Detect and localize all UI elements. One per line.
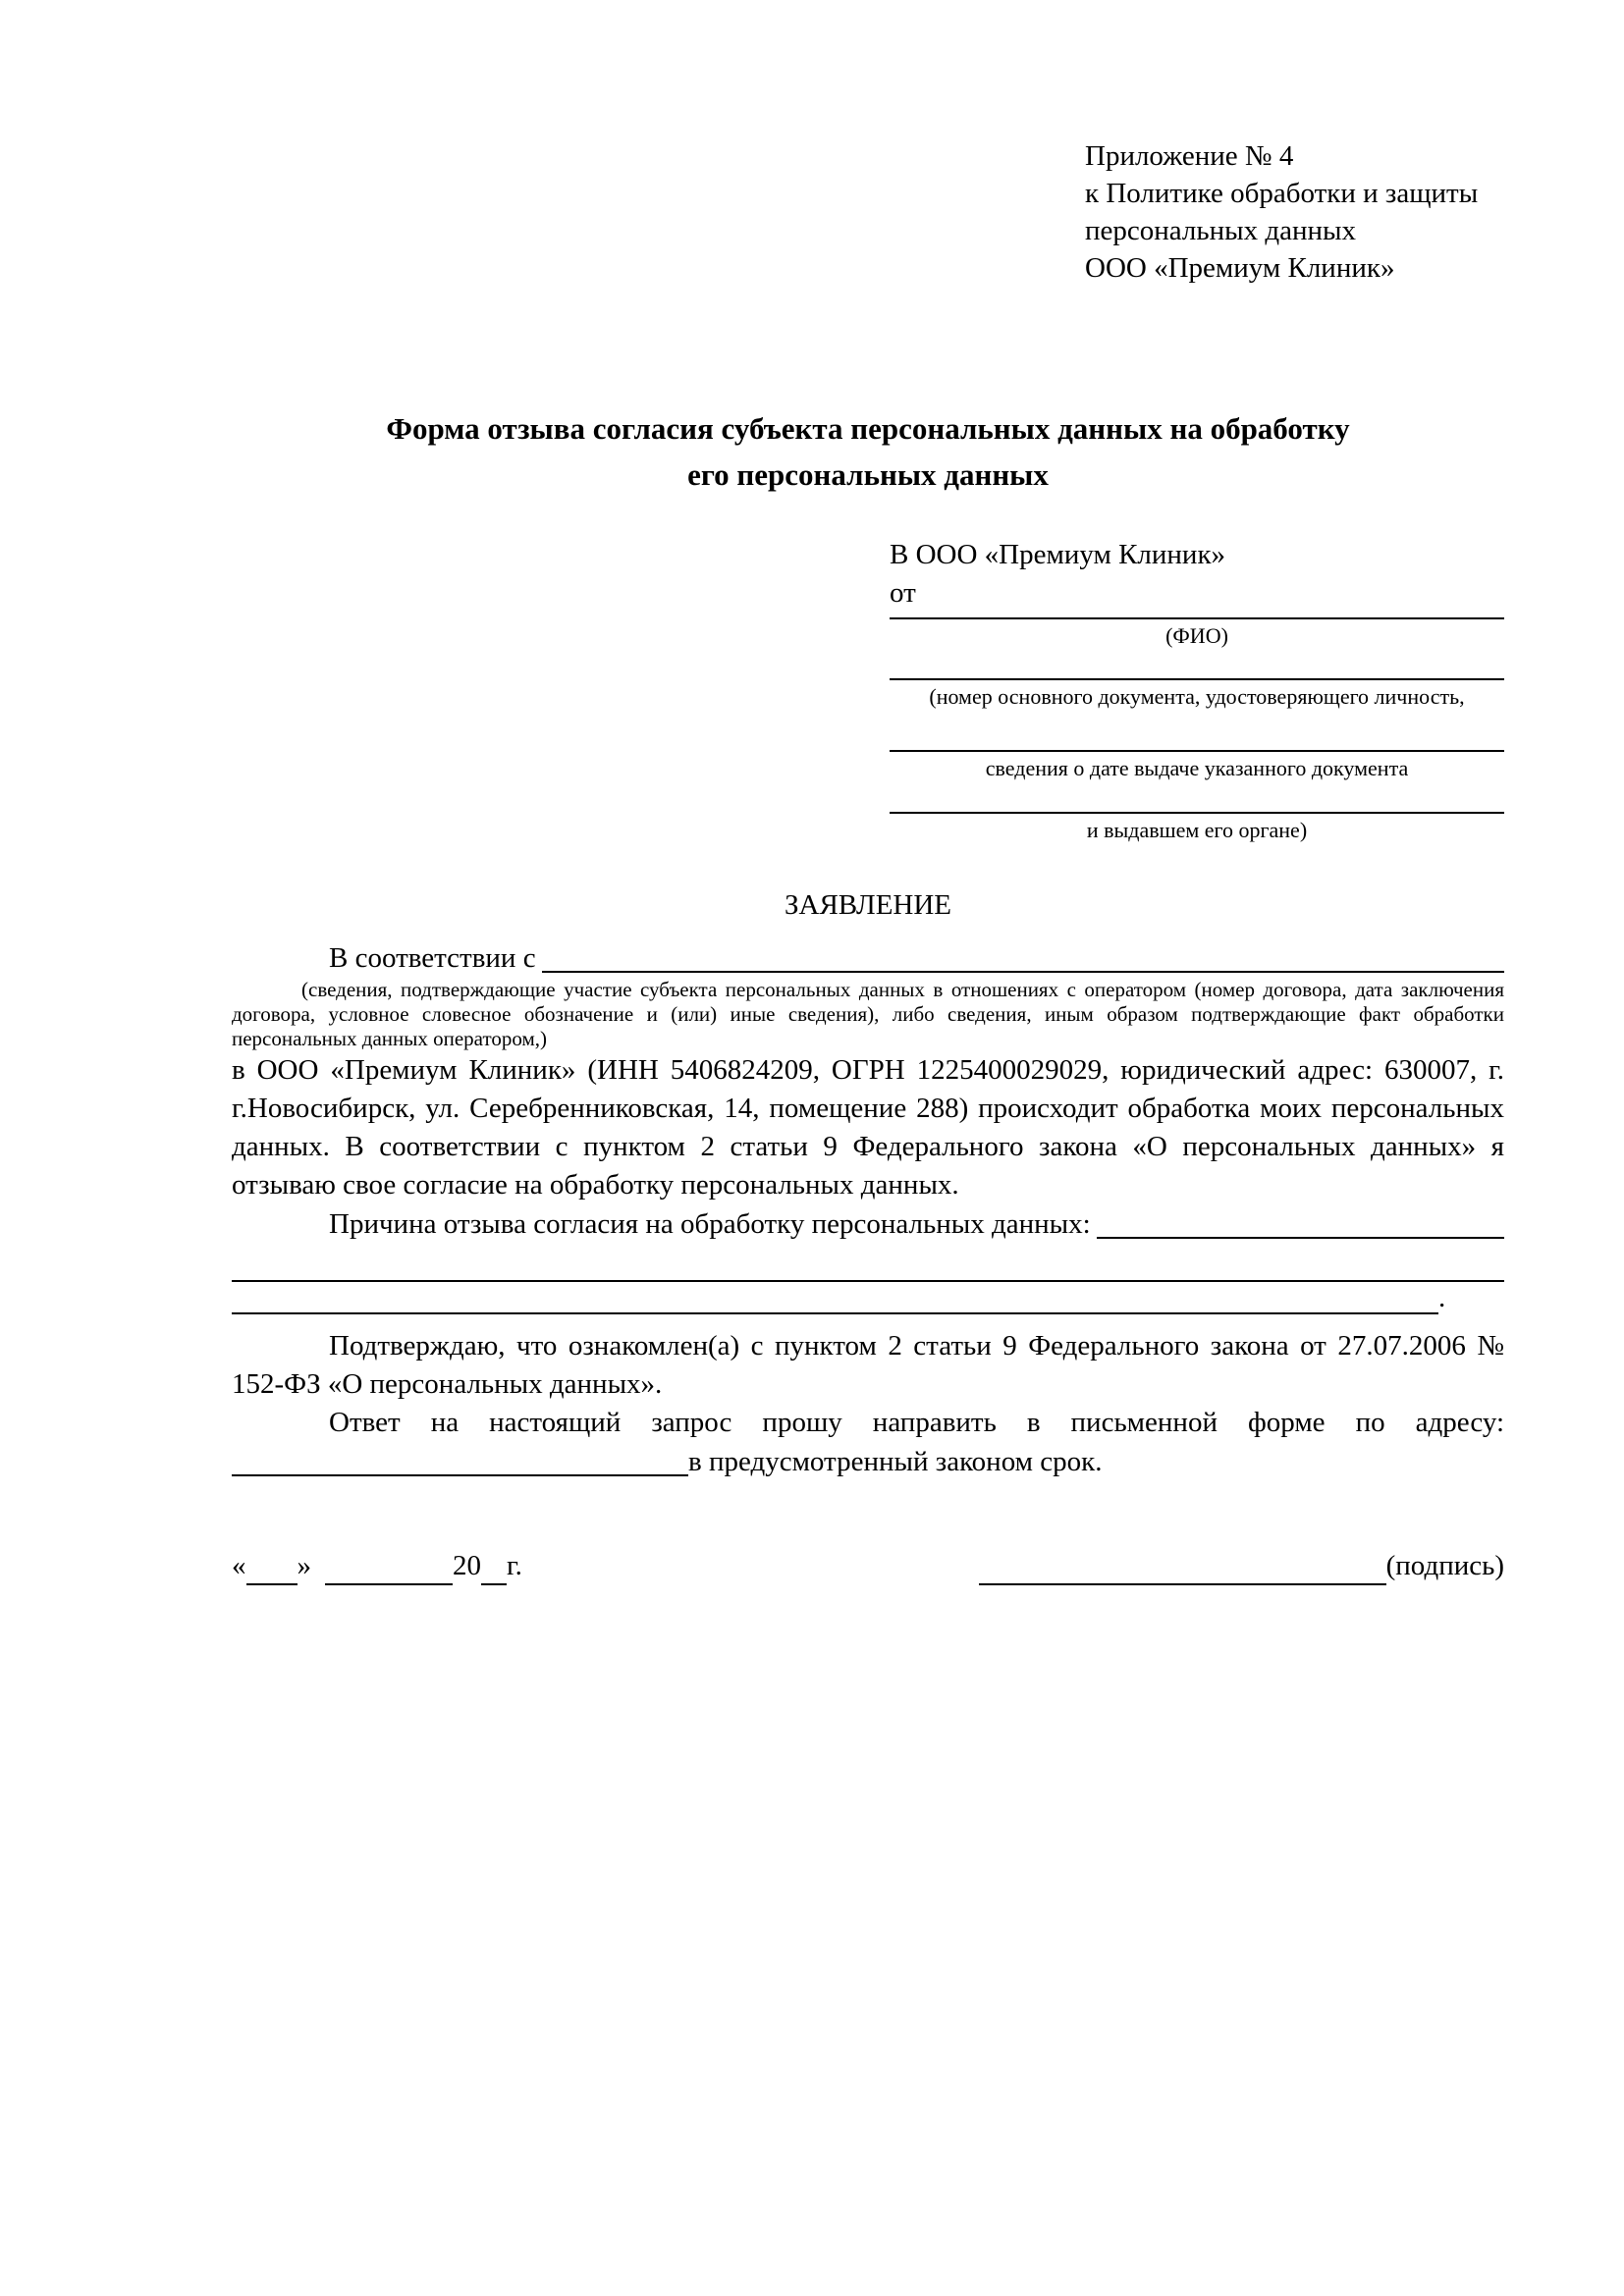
close-quote: » [297, 1550, 311, 1581]
reply-address-blank-line [232, 1442, 688, 1476]
document-title-line1: Форма отзыва согласия субъекта персональных данных на обработку [386, 411, 1350, 446]
appendix-line: ООО «Премиум Клиник» [1085, 252, 1395, 284]
year-prefix: 20 [453, 1550, 481, 1581]
appendix-line: персональных данных [1085, 215, 1357, 246]
intro-row [232, 938, 1504, 978]
year-blank-line [481, 1548, 507, 1585]
reason-row [232, 1204, 1504, 1244]
appendix-line: к Политике обработки и защиты [1085, 178, 1479, 209]
appendix-block [1085, 137, 1504, 287]
date-group [232, 1546, 522, 1585]
statement-heading: ЗАЯВЛЕНИЕ [784, 889, 952, 921]
day-blank-line [246, 1548, 298, 1585]
issue-date-blank-line [890, 710, 1504, 752]
fio-caption: (ФИО) [1165, 623, 1228, 648]
reason-continuation-line-1 [232, 1244, 1504, 1282]
fio-blank-line [890, 613, 1504, 619]
document-number-blank-line [890, 649, 1504, 680]
document-title-line2: его персональных данных [687, 457, 1049, 492]
issuing-authority-blank-line [890, 781, 1504, 814]
signature-blank-line [979, 1548, 1386, 1585]
issuing-authority-caption: и выдавшем его органе) [1086, 818, 1308, 842]
signature-row [232, 1546, 1504, 1585]
signature-group [979, 1546, 1504, 1585]
reason-label: Причина отзыва согласия на обработку персональных данных: [329, 1208, 1091, 1240]
addressee-block [890, 536, 1504, 843]
line-terminator: . [1438, 1282, 1446, 1313]
acknowledgement-paragraph: Подтверждаю, что ознакомлен(а) с пунктом 2 статьи 9 Федерального закона от 27.07.2006 № 152-ФЗ «О персональных данных». [232, 1330, 1504, 1400]
reply-address-row [232, 1442, 1504, 1481]
signature-caption: (подпись) [1385, 1550, 1504, 1581]
year-suffix: г. [507, 1550, 522, 1581]
addressee-from-label: от [890, 577, 916, 609]
appendix-line: Приложение № 4 [1085, 140, 1294, 172]
reason-blank-line [1097, 1204, 1504, 1239]
month-blank-line [325, 1548, 453, 1585]
document-title [232, 405, 1504, 498]
intro-note: (сведения, подтверждающие участие субъекта персональных данных в отношениях с оператором (номер договора, дата заключения договора, условное словесное обозначение и (или) иные сведения), либо сведения, иным образом подтверждающие факт обработки персональных данных оператором,) [232, 978, 1504, 1050]
reply-request-paragraph: Ответ на настоящий запрос прошу направить в письменной форме по адресу: [329, 1407, 1504, 1438]
intro-prefix: В соответствии с [329, 942, 536, 974]
reason-continuation-blank [232, 1282, 1438, 1314]
intro-blank-line [542, 938, 1504, 973]
document-content [232, 137, 1504, 1585]
addressee-to: В ООО «Премиум Клиник» [890, 539, 1226, 570]
reply-suffix: в предусмотренный законом срок. [688, 1446, 1103, 1477]
reason-continuation-line-2 [232, 1282, 1504, 1314]
statement-body: в ООО «Премиум Клиник» (ИНН 5406824209, ОГРН 1225400029029, юридический адрес: 630007, г. г.Новосибирск, ул. Серебренниковская, 14, помещение 288) происходит обработка моих персональных данных. В соответствии с пунктом 2 статьи 9 Федерального закона «О персональных данных» я отзываю свое согласие на обработку персональных данных. [232, 1054, 1504, 1201]
open-quote: « [232, 1550, 246, 1581]
issue-date-caption: сведения о дате выдаче указанного документа [985, 756, 1409, 780]
document-number-caption: (номер основного документа, удостоверяющего личность, [929, 684, 1465, 709]
